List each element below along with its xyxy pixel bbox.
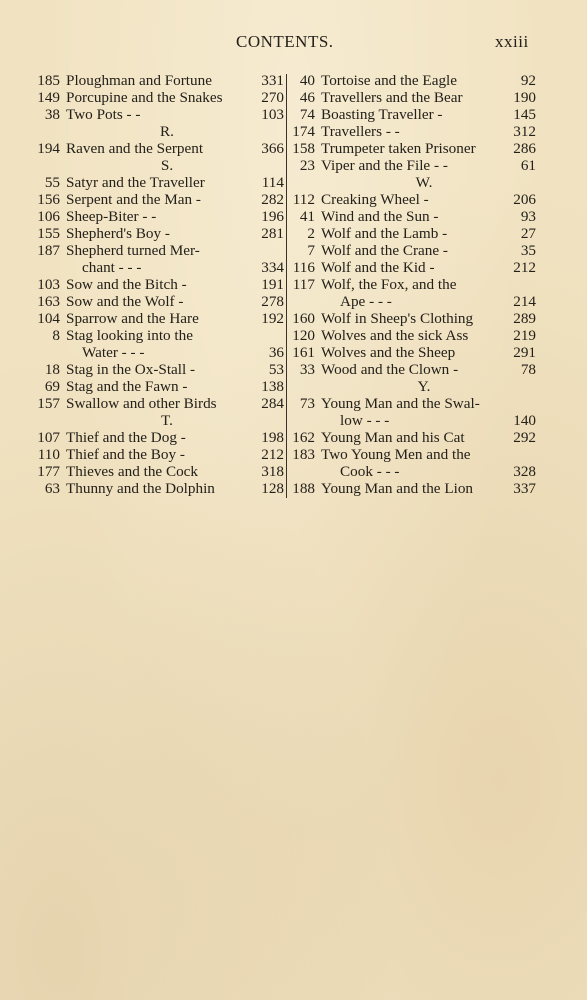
contents-entry-continuation xyxy=(288,412,540,429)
fable-number: 112 xyxy=(292,191,315,208)
contents-entry xyxy=(30,361,284,378)
fable-number: 163 xyxy=(37,293,60,310)
contents-entry xyxy=(288,208,540,225)
contents-entry xyxy=(30,463,284,480)
fable-number: 188 xyxy=(292,480,315,497)
fable-number: 185 xyxy=(37,72,60,89)
contents-entry xyxy=(30,208,284,225)
page-reference: 219 xyxy=(513,327,536,344)
fable-title: Young Man and the Swal- xyxy=(321,395,480,412)
fable-title: Travellers - - xyxy=(321,123,400,140)
fable-number: 187 xyxy=(37,242,60,259)
fable-title: Shepherd turned Mer- xyxy=(66,242,200,259)
contents-entry-continuation xyxy=(288,463,540,480)
contents-entry xyxy=(288,395,540,412)
contents-entry xyxy=(30,106,284,123)
fable-number: 104 xyxy=(37,310,60,327)
contents-entry-continuation xyxy=(30,259,284,276)
contents-entry xyxy=(288,225,540,242)
contents-entry xyxy=(30,174,284,191)
page-reference: 334 xyxy=(261,259,284,276)
fable-number: 107 xyxy=(37,429,60,446)
fable-title: Wolf and the Lamb - xyxy=(321,225,448,242)
fable-number: 149 xyxy=(37,89,60,106)
fable-title: Young Man and the Lion xyxy=(321,480,474,497)
fable-number: 38 xyxy=(44,106,60,123)
contents-entry-continuation xyxy=(288,293,540,310)
fable-title: Shepherd's Boy - xyxy=(66,225,170,242)
contents-entry xyxy=(30,327,284,344)
fable-number: 41 xyxy=(299,208,315,225)
contents-entry xyxy=(288,191,540,208)
fable-title: Ploughman and Fortune xyxy=(66,72,212,89)
contents-entry xyxy=(288,480,540,497)
contents-entry xyxy=(30,276,284,293)
fable-number: 8 xyxy=(52,327,60,344)
contents-entry xyxy=(288,327,540,344)
fable-title: Cook - - - xyxy=(340,463,400,480)
contents-entry xyxy=(30,395,284,412)
page-reference: 103 xyxy=(261,106,284,123)
contents-entry xyxy=(288,242,540,259)
page-reference: 278 xyxy=(261,293,284,310)
fable-title: Wolves and the Sheep xyxy=(321,344,456,361)
section-letter: S. xyxy=(160,157,174,174)
fable-number: 23 xyxy=(299,157,315,174)
fable-number: 63 xyxy=(44,480,60,497)
contents-left-column xyxy=(30,72,284,497)
contents-entry xyxy=(288,276,540,293)
fable-title: Young Man and his Cat xyxy=(321,429,465,446)
fable-number: 177 xyxy=(37,463,60,480)
contents-entry xyxy=(288,344,540,361)
contents-entry xyxy=(30,191,284,208)
contents-entry xyxy=(288,106,540,123)
fable-title: Two Young Men and the xyxy=(321,446,471,463)
page-reference: 61 xyxy=(520,157,536,174)
page-reference: 35 xyxy=(520,242,536,259)
page-reference: 196 xyxy=(261,208,284,225)
fable-title: Raven and the Serpent xyxy=(66,140,204,157)
contents-entry xyxy=(30,480,284,497)
contents-entry xyxy=(288,429,540,446)
page-reference: 53 xyxy=(268,361,284,378)
fable-title: Wolf and the Kid - xyxy=(321,259,435,276)
fable-title: Serpent and the Man - xyxy=(66,191,201,208)
page-reference: 318 xyxy=(261,463,284,480)
contents-entry xyxy=(288,72,540,89)
fable-number: 158 xyxy=(292,140,315,157)
page-reference: 36 xyxy=(268,344,284,361)
fable-number: 69 xyxy=(44,378,60,395)
fable-number: 162 xyxy=(292,429,315,446)
page-title: CONTENTS. xyxy=(236,32,334,51)
fable-title: Satyr and the Traveller xyxy=(66,174,205,191)
fable-number: 103 xyxy=(37,276,60,293)
contents-right-column xyxy=(288,72,540,497)
contents-entry xyxy=(288,157,540,174)
page-reference: 114 xyxy=(261,174,284,191)
contents-entry xyxy=(288,310,540,327)
page-reference: 289 xyxy=(513,310,536,327)
fable-title: Viper and the File - - xyxy=(321,157,448,174)
fable-title: chant - - - xyxy=(82,259,142,276)
section-letter: W. xyxy=(415,174,433,191)
page-reference: 214 xyxy=(513,293,536,310)
page-reference: 145 xyxy=(513,106,536,123)
page-header xyxy=(0,30,587,54)
fable-number: 106 xyxy=(37,208,60,225)
contents-entry xyxy=(288,140,540,157)
page-reference: 78 xyxy=(520,361,536,378)
fable-number: 160 xyxy=(292,310,315,327)
section-letter: Y. xyxy=(417,378,431,395)
fable-title: Thunny and the Dolphin xyxy=(66,480,215,497)
fable-number: 46 xyxy=(299,89,315,106)
page-reference: 337 xyxy=(513,480,536,497)
page-reference: 281 xyxy=(261,225,284,242)
contents-entry xyxy=(30,293,284,310)
fable-number: 155 xyxy=(37,225,60,242)
fable-title: Thief and the Dog - xyxy=(66,429,186,446)
fable-title: Creaking Wheel - xyxy=(321,191,429,208)
section-letter: R. xyxy=(160,123,174,140)
contents-entry xyxy=(30,72,284,89)
page-reference: 138 xyxy=(261,378,284,395)
fable-number: 161 xyxy=(292,344,315,361)
page-reference: 92 xyxy=(520,72,536,89)
contents-entry xyxy=(288,446,540,463)
fable-number: 73 xyxy=(299,395,315,412)
page-reference: 212 xyxy=(261,446,284,463)
fable-number: 174 xyxy=(292,123,315,140)
fable-number: 74 xyxy=(299,106,315,123)
fable-title: Stag looking into the xyxy=(66,327,193,344)
page-reference: 291 xyxy=(513,344,536,361)
contents-entry xyxy=(30,140,284,157)
contents-entry xyxy=(288,361,540,378)
page-reference: 284 xyxy=(261,395,284,412)
contents-entry xyxy=(288,123,540,140)
fable-title: Sow and the Wolf - xyxy=(66,293,184,310)
fable-number: 120 xyxy=(292,327,315,344)
fable-number: 116 xyxy=(292,259,315,276)
fable-title: Sheep-Biter - - xyxy=(66,208,157,225)
fable-number: 156 xyxy=(37,191,60,208)
fable-title: Two Pots - - xyxy=(66,106,141,123)
fable-title: Wind and the Sun - xyxy=(321,208,439,225)
fable-title: Porcupine and the Snakes xyxy=(66,89,223,106)
fable-number: 7 xyxy=(307,242,315,259)
contents-entry xyxy=(288,89,540,106)
page-reference: 312 xyxy=(513,123,536,140)
fable-title: Water - - - xyxy=(82,344,145,361)
fable-title: Thieves and the Cock xyxy=(66,463,199,480)
fable-number: 2 xyxy=(307,225,315,242)
page-reference: 292 xyxy=(513,429,536,446)
page-reference: 93 xyxy=(520,208,536,225)
page-reference: 191 xyxy=(261,276,284,293)
page-reference: 270 xyxy=(261,89,284,106)
page-reference: 192 xyxy=(261,310,284,327)
fable-title: Wolf and the Crane - xyxy=(321,242,448,259)
fable-title: Ape - - - xyxy=(340,293,392,310)
page-reference: 328 xyxy=(513,463,536,480)
fable-title: Wolves and the sick Ass xyxy=(321,327,469,344)
fable-title: Boasting Traveller - xyxy=(321,106,443,123)
fable-title: Wolf, the Fox, and the xyxy=(321,276,457,293)
contents-entry xyxy=(288,259,540,276)
page-reference: 282 xyxy=(261,191,284,208)
contents-entry xyxy=(30,225,284,242)
page-reference: 366 xyxy=(261,140,284,157)
fable-number: 40 xyxy=(299,72,315,89)
fable-number: 33 xyxy=(299,361,315,378)
fable-title: Thief and the Boy - xyxy=(66,446,185,463)
page-reference: 190 xyxy=(513,89,536,106)
page-reference: 212 xyxy=(513,259,536,276)
fable-title: Travellers and the Bear xyxy=(321,89,463,106)
page-number: xxiii xyxy=(495,32,529,51)
fable-number: 18 xyxy=(44,361,60,378)
fable-number: 55 xyxy=(44,174,60,191)
page-reference: 27 xyxy=(520,225,536,242)
page-reference: 140 xyxy=(513,412,536,429)
page-reference: 198 xyxy=(261,429,284,446)
page-reference: 128 xyxy=(261,480,284,497)
fable-title: Sow and the Bitch - xyxy=(66,276,187,293)
fable-title: Swallow and other Birds xyxy=(66,395,217,412)
section-letter: T. xyxy=(161,412,173,429)
fable-number: 183 xyxy=(292,446,315,463)
fable-title: Tortoise and the Eagle xyxy=(321,72,457,89)
fable-number: 157 xyxy=(37,395,60,412)
fable-title: Trumpeter taken Prisoner xyxy=(321,140,476,157)
column-divider xyxy=(286,74,287,498)
fable-title: low - - - xyxy=(340,412,390,429)
contents-entry xyxy=(30,89,284,106)
page-reference: 286 xyxy=(513,140,536,157)
fable-title: Wood and the Clown - xyxy=(321,361,459,378)
fable-number: 117 xyxy=(292,276,315,293)
fable-title: Stag and the Fawn - xyxy=(66,378,188,395)
fable-title: Wolf in Sheep's Clothing xyxy=(321,310,474,327)
contents-entry xyxy=(30,310,284,327)
contents-entry-continuation xyxy=(30,344,284,361)
contents-entry xyxy=(30,378,284,395)
fable-number: 194 xyxy=(37,140,60,157)
fable-title: Stag in the Ox-Stall - xyxy=(66,361,196,378)
contents-entry xyxy=(30,242,284,259)
fable-number: 110 xyxy=(37,446,60,463)
page-reference: 331 xyxy=(261,72,284,89)
fable-title: Sparrow and the Hare xyxy=(66,310,199,327)
page-reference: 206 xyxy=(513,191,536,208)
contents-entry xyxy=(30,446,284,463)
contents-entry xyxy=(30,429,284,446)
